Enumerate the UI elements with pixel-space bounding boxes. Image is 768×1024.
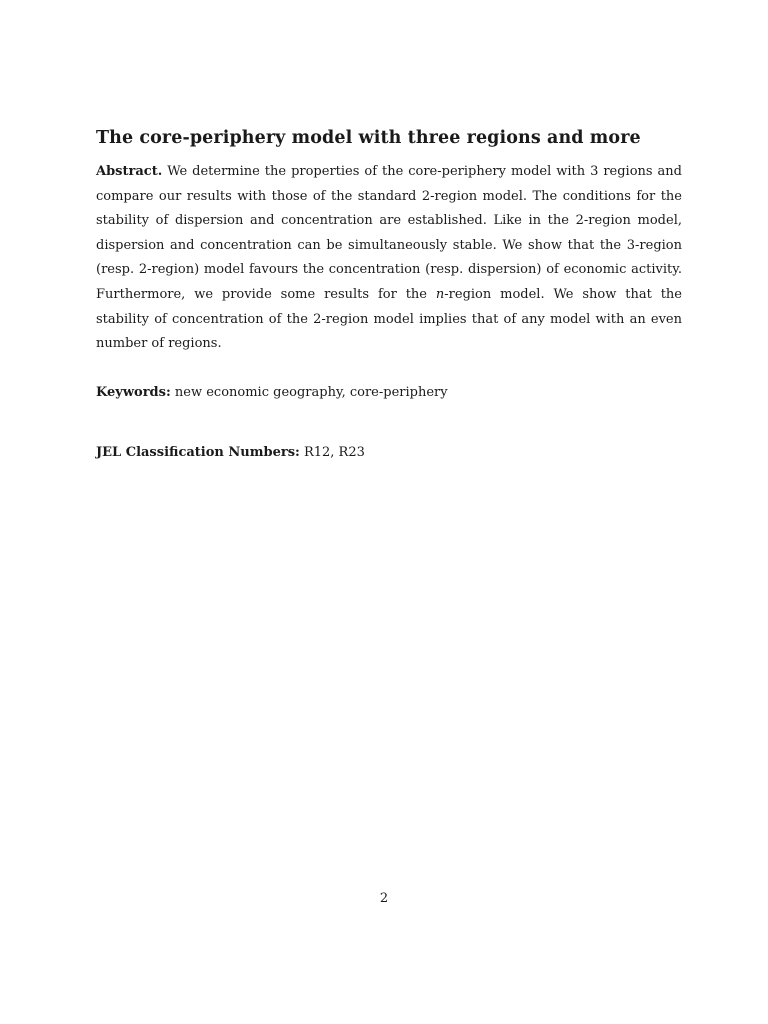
page-number: 2 <box>379 891 389 906</box>
abstract-paragraph <box>96 160 682 357</box>
jel-value: R12, R23 <box>303 445 365 460</box>
paper-title: The core-periphery model with three regions and more <box>96 128 641 148</box>
abstract-label: Abstract. <box>96 164 163 179</box>
keywords-value: new economic geography, core-periphery <box>174 385 448 400</box>
jel-classification-line <box>96 441 682 465</box>
abstract-text-part-1: We determine the properties of the core-periphery model with 3 regions and compare our results with those of the standard 2-region model. The conditions for the stability of dispersion and concentration are established. Like in the 2-region model, dispersion and concentration can be simultaneously stable. We show that the 3-region (resp. 2-region) model favours the concentration (resp. dispersion) of economic activity. Furthermore, we provide some results for the <box>96 164 682 302</box>
jel-label: JEL Classification Numbers: <box>96 445 300 460</box>
abstract-text-part-2: -region model. We show that the stability of concentration of the 2-region model implies that of any model with an even number of regions. <box>96 286 682 352</box>
abstract-n-symbol: n <box>435 286 445 302</box>
keywords-line <box>96 381 682 405</box>
keywords-label: Keywords: <box>96 385 171 400</box>
